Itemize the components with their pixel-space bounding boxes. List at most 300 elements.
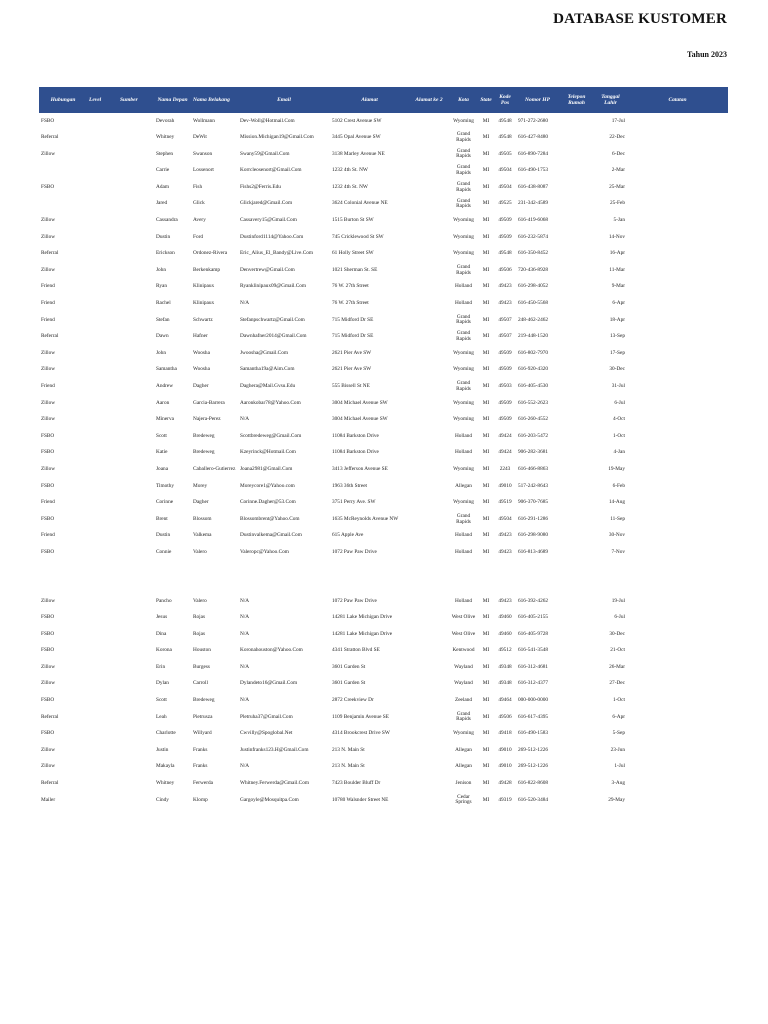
cell-nomor-hp: 906-370-7685 xyxy=(518,499,549,506)
cell-telepon-rumah xyxy=(559,229,594,246)
cell-tanggal-lahir: 1-Oct xyxy=(612,432,625,439)
cell-alamat-2 xyxy=(409,528,449,545)
cell-catatan xyxy=(627,759,728,776)
cell-tanggal-lahir: 11-Sep xyxy=(610,515,625,522)
cell-nama-belakang: Wollmann xyxy=(193,117,215,124)
cell-hubungan: FSBO xyxy=(41,117,55,124)
cell-nama-depan: Dina xyxy=(156,630,167,637)
cell-hubungan: Zillow xyxy=(41,763,56,770)
cell-tanggal-lahir: 30-Dec xyxy=(609,366,625,373)
cell-hubungan: Friend xyxy=(41,532,55,539)
cell-nama-depan: Devorah xyxy=(156,117,175,124)
cell-state: MI xyxy=(482,515,490,522)
cell-email: Whitney.Ferwerda@Gmail.Com xyxy=(240,780,309,787)
cell-nama-belakang: Najera-Perez xyxy=(193,416,221,423)
col-header-state: State xyxy=(478,87,494,113)
cell-kota: Wyoming xyxy=(453,366,474,373)
cell-level xyxy=(87,312,118,329)
cell-telepon-rumah xyxy=(559,146,594,163)
cell-nama-belakang: Burgess xyxy=(193,663,210,670)
table-row xyxy=(39,362,728,379)
cell-nomor-hp: 616-203-5472 xyxy=(518,432,549,439)
cell-alamat: 1635 McReynolds Avenue NW xyxy=(332,515,399,522)
cell-state: MI xyxy=(482,663,490,670)
cell-level xyxy=(87,593,118,610)
cell-kode-pos: 49423 xyxy=(498,532,512,539)
cell-hubungan: Zillow xyxy=(41,217,56,224)
cell-state: MI xyxy=(482,647,490,654)
cell-catatan xyxy=(627,379,728,396)
col-header-alamat: Alamat xyxy=(330,87,409,113)
cell-alamat: 1232 4th St. NW xyxy=(332,167,368,174)
cell-kode-pos: 49423 xyxy=(498,300,512,307)
table-row xyxy=(39,179,728,196)
table-row xyxy=(39,478,728,495)
table-row xyxy=(39,246,728,263)
cell-nama-belakang: Glick xyxy=(193,200,205,207)
cell-kota: Allegan xyxy=(455,746,472,753)
cell-kode-pos: 49509 xyxy=(498,399,512,406)
cell-kode-pos: 49506 xyxy=(498,713,512,720)
cell-kota: Jenison xyxy=(455,780,472,787)
cell-alamat-2 xyxy=(409,610,449,627)
cell-sumber xyxy=(118,113,154,130)
cell-tanggal-lahir: 25-Feb xyxy=(609,200,625,207)
table-row xyxy=(39,213,728,230)
cell-nomor-hp: 616-298-9080 xyxy=(518,532,549,539)
cell-hubungan: Referral xyxy=(41,134,59,141)
cell-telepon-rumah xyxy=(559,246,594,263)
cell-alamat: 76 W. 27th Street xyxy=(332,283,369,290)
cell-catatan xyxy=(627,776,728,793)
cell-email: Kzeyrinck@Hotmail.Com xyxy=(240,449,296,456)
cell-kode-pos: 49424 xyxy=(498,449,512,456)
cell-level xyxy=(87,229,118,246)
cell-nomor-hp: 616-312-4681 xyxy=(518,663,549,670)
cell-catatan xyxy=(627,345,728,362)
cell-nomor-hp: 616-490-1753 xyxy=(518,167,549,174)
cell-sumber xyxy=(118,478,154,495)
cell-nomor-hp: 517-242-8643 xyxy=(518,482,549,489)
customer-table-page-2 xyxy=(39,593,728,809)
cell-email: Valeropc@Yahoo.Com xyxy=(240,548,289,555)
cell-alamat-2 xyxy=(409,461,449,478)
cell-email: N/A xyxy=(240,663,250,670)
cell-email: N/A xyxy=(240,614,250,621)
cell-nama-belakang: Blossom xyxy=(193,515,212,522)
cell-hubungan: FSBO xyxy=(41,647,55,654)
cell-kode-pos: 49548 xyxy=(498,250,512,257)
cell-catatan xyxy=(627,495,728,512)
cell-alamat: 4314 Brookcrest Drive SW xyxy=(332,730,390,737)
cell-kode-pos: 49548 xyxy=(498,134,512,141)
cell-telepon-rumah xyxy=(559,528,594,545)
cell-kode-pos: 49010 xyxy=(498,763,512,770)
cell-tanggal-lahir: 6-Dec xyxy=(612,150,625,157)
cell-nama-belakang: Houston xyxy=(193,647,211,654)
cell-hubungan: Friend xyxy=(41,316,55,323)
cell-hubungan: Zillow xyxy=(41,416,56,423)
cell-telepon-rumah xyxy=(559,445,594,462)
cell-nama-belakang: Ford xyxy=(193,233,204,240)
cell-alamat-2 xyxy=(409,163,449,180)
cell-alamat-2 xyxy=(409,312,449,329)
cell-hubungan: FSBO xyxy=(41,482,55,489)
cell-nama-depan: Joana xyxy=(156,465,169,472)
cell-sumber xyxy=(118,229,154,246)
cell-kode-pos: 49509 xyxy=(498,349,512,356)
cell-nama-depan: Ryan xyxy=(156,283,167,290)
cell-state: MI xyxy=(482,449,490,456)
cell-nama-belakang: Klomp xyxy=(193,796,208,803)
cell-email: Korrcleosenort@Gmail.Com xyxy=(240,167,302,174)
cell-kota: Wyoming xyxy=(453,499,474,506)
cell-nama-belakang: Morey xyxy=(193,482,208,489)
cell-state: MI xyxy=(482,482,490,489)
table-row xyxy=(39,130,728,147)
cell-nama-depan: Andrew xyxy=(156,383,174,389)
cell-kota: West Olive xyxy=(451,614,476,621)
cell-kode-pos: 2243 xyxy=(499,465,511,472)
cell-email: Joana2981@Gmail.Com xyxy=(240,465,293,472)
cell-state: MI xyxy=(482,548,490,555)
cell-email: Dawnhafner2014@Gmail.Com xyxy=(240,333,307,340)
cell-state: MI xyxy=(482,763,490,770)
cell-kode-pos: 49507 xyxy=(498,316,512,323)
cell-level xyxy=(87,626,118,643)
cell-kota: West Olive xyxy=(451,630,476,637)
cell-sumber xyxy=(118,643,154,660)
cell-kode-pos: 49504 xyxy=(498,167,512,174)
cell-alamat-2 xyxy=(409,643,449,660)
cell-telepon-rumah xyxy=(559,792,594,809)
cell-state: MI xyxy=(482,432,490,439)
cell-catatan xyxy=(627,593,728,610)
cell-alamat: 2621 Pier Ave SW xyxy=(332,349,372,356)
cell-nomor-hp: 616-298-4052 xyxy=(518,283,549,290)
cell-sumber xyxy=(118,379,154,396)
cell-hubungan: Friend xyxy=(41,300,55,307)
col-header-kota: Kota xyxy=(449,87,478,113)
cell-level xyxy=(87,130,118,147)
cell-alamat: 11084 Barkston Drive xyxy=(332,432,379,439)
cell-telepon-rumah xyxy=(559,643,594,660)
cell-kode-pos: 49319 xyxy=(498,796,512,803)
cell-alamat: 3601 Garden St xyxy=(332,663,366,670)
table-row xyxy=(39,196,728,213)
cell-nama-belakang: Woosha xyxy=(193,366,210,373)
cell-tanggal-lahir: 22-Dec xyxy=(609,134,625,141)
cell-nama-belakang: Rojas xyxy=(193,614,206,621)
cell-tanggal-lahir: 19-May xyxy=(608,465,625,472)
cell-nama-depan: Minerva xyxy=(156,416,174,423)
cell-telepon-rumah xyxy=(559,213,594,230)
cell-tanggal-lahir: 4-Oct xyxy=(612,416,625,423)
cell-nomor-hp: 231-342-4589 xyxy=(518,200,549,207)
cell-telepon-rumah xyxy=(559,693,594,710)
cell-alamat-2 xyxy=(409,395,449,412)
cell-email: Mission.Michigan19@Gmail.Com xyxy=(240,134,314,141)
cell-level xyxy=(87,329,118,346)
cell-kota: Cedar Springs xyxy=(455,793,472,806)
cell-alamat-2 xyxy=(409,196,449,213)
cell-alamat: 3138 Marley Avenue NE xyxy=(332,150,385,157)
cell-email: Moreycore1@Yahoo.com xyxy=(240,482,295,489)
cell-nama-belakang: Bredeweg xyxy=(193,449,215,456)
cell-level xyxy=(87,412,118,429)
cell-alamat-2 xyxy=(409,776,449,793)
table-row xyxy=(39,412,728,429)
cell-level xyxy=(87,511,118,528)
cell-nama-depan: Scott xyxy=(156,697,167,704)
cell-tanggal-lahir: 11-Mar xyxy=(609,266,625,273)
cell-alamat-2 xyxy=(409,742,449,759)
cell-telepon-rumah xyxy=(559,379,594,396)
cell-alamat-2 xyxy=(409,296,449,313)
cell-catatan xyxy=(627,262,728,279)
cell-tanggal-lahir: 14-Aug xyxy=(608,499,625,506)
cell-level xyxy=(87,279,118,296)
cell-email: N/A xyxy=(240,697,250,704)
cell-tanggal-lahir: 30-Dec xyxy=(609,630,625,637)
cell-email: Gargoyle@Mosquitpa.Com xyxy=(240,796,299,803)
cell-state: MI xyxy=(482,465,490,472)
col-header-nama-belakang: Nama Belakang xyxy=(191,87,238,113)
table-row xyxy=(39,279,728,296)
cell-hubungan: FSBO xyxy=(41,548,55,555)
cell-nama-belakang: Berkenkamp xyxy=(193,266,221,273)
cell-alamat-2 xyxy=(409,146,449,163)
cell-state: MI xyxy=(482,416,490,423)
cell-nama-depan: Whitney xyxy=(156,780,175,787)
cell-hubungan: FSBO xyxy=(41,630,55,637)
cell-nomor-hp: 616-541-3548 xyxy=(518,647,549,654)
cell-telepon-rumah xyxy=(559,345,594,362)
cell-state: MI xyxy=(482,630,490,637)
cell-level xyxy=(87,163,118,180)
cell-state: MI xyxy=(482,167,490,174)
cell-catatan xyxy=(627,726,728,743)
cell-alamat: 3004 Michael Avenue SW xyxy=(332,399,388,406)
cell-tanggal-lahir: 5-Jan xyxy=(613,217,625,224)
cell-nama-depan: Leah xyxy=(156,713,167,720)
cell-catatan xyxy=(627,693,728,710)
cell-sumber xyxy=(118,345,154,362)
cell-catatan xyxy=(627,659,728,676)
cell-nama-depan: Korona xyxy=(156,647,172,654)
cell-tanggal-lahir: 13-Sep xyxy=(609,333,625,340)
table-row xyxy=(39,726,728,743)
cell-email: Corinne.Dagher@53.Com xyxy=(240,499,296,506)
cell-tanggal-lahir: 2-Mar xyxy=(611,167,625,174)
cell-nama-belakang: Schwartz xyxy=(193,316,213,323)
cell-nama-belakang: Caballero-Gutierrez xyxy=(193,465,236,472)
cell-email: Dev-Woll@Hotmail.Com xyxy=(240,117,295,124)
cell-alamat-2 xyxy=(409,213,449,230)
cell-nama-belakang: Willyard xyxy=(193,730,212,737)
cell-hubungan: FSBO xyxy=(41,730,55,737)
cell-nama-belakang: Hafner xyxy=(193,333,208,340)
cell-sumber xyxy=(118,412,154,429)
cell-kota: Wyoming xyxy=(453,730,474,737)
cell-kode-pos: 49428 xyxy=(498,780,512,787)
cell-nomor-hp: 616-232-5874 xyxy=(518,233,549,240)
cell-email: Blossombrent@Yahoo.Com xyxy=(240,515,300,522)
cell-level xyxy=(87,461,118,478)
cell-state: MI xyxy=(482,383,490,389)
cell-kota: Grand Rapids xyxy=(456,147,471,160)
cell-tanggal-lahir: 14-Nov xyxy=(608,233,625,240)
cell-level xyxy=(87,478,118,495)
cell-sumber xyxy=(118,262,154,279)
cell-tanggal-lahir: 6-Apr xyxy=(612,300,625,307)
cell-telepon-rumah xyxy=(559,544,594,561)
table-row xyxy=(39,262,728,279)
cell-catatan xyxy=(627,626,728,643)
cell-tanggal-lahir: 30-Nov xyxy=(608,532,625,539)
cell-nomor-hp: 616-312-4377 xyxy=(518,680,549,687)
cell-nomor-hp: 616-427-8480 xyxy=(518,134,549,141)
cell-level xyxy=(87,742,118,759)
cell-email: Samantha19a@Aim.Com xyxy=(240,366,295,373)
cell-kode-pos: 49506 xyxy=(498,266,512,273)
cell-catatan xyxy=(627,792,728,809)
cell-alamat: 3413 Jefferson Avenue SE xyxy=(332,465,388,472)
cell-sumber xyxy=(118,659,154,676)
cell-email: Swany59@Gmail.Com xyxy=(240,150,290,157)
cell-hubungan: Zillow xyxy=(41,746,56,753)
cell-tanggal-lahir: 1-Oct xyxy=(612,697,625,704)
cell-alamat: 1072 Paw Paw Drive xyxy=(332,597,377,604)
table-row xyxy=(39,610,728,627)
cell-state: MI xyxy=(482,333,490,340)
cell-nomor-hp: 248-462-2462 xyxy=(518,316,549,323)
cell-nomor-hp: 269-512-1226 xyxy=(518,746,549,753)
cell-nama-depan: Samantha xyxy=(156,366,177,373)
cell-state: MI xyxy=(482,200,490,207)
cell-nomor-hp: 971-272-2680 xyxy=(518,117,549,124)
document-title: DATABASE KUSTOMER xyxy=(553,11,727,27)
col-header-telepon-rumah: Telepon Rumah xyxy=(559,87,594,113)
col-header-nomor-hp: Nomor HP xyxy=(516,87,559,113)
cell-kode-pos: 49509 xyxy=(498,416,512,423)
cell-hubungan: Referral xyxy=(41,780,59,787)
cell-kota: Wyoming xyxy=(453,250,474,257)
cell-level xyxy=(87,179,118,196)
cell-level xyxy=(87,792,118,809)
cell-telepon-rumah xyxy=(559,262,594,279)
cell-kota: Grand Rapids xyxy=(456,710,471,723)
cell-email: N/A xyxy=(240,597,250,604)
cell-sumber xyxy=(118,693,154,710)
cell-nama-depan: Makayla xyxy=(156,763,175,770)
cell-nama-belakang: Pietrusza xyxy=(193,713,213,720)
cell-hubungan: Mailer xyxy=(41,796,56,803)
cell-catatan xyxy=(627,742,728,759)
table-body-page-1 xyxy=(39,113,728,561)
cell-nama-depan: Erin xyxy=(156,663,166,670)
cell-level xyxy=(87,296,118,313)
cell-sumber xyxy=(118,528,154,545)
cell-alamat: 213 N. Main St xyxy=(332,763,365,770)
cell-catatan xyxy=(627,428,728,445)
cell-alamat-2 xyxy=(409,329,449,346)
cell-tanggal-lahir: 4-Jan xyxy=(613,449,625,456)
cell-sumber xyxy=(118,626,154,643)
table-row xyxy=(39,428,728,445)
cell-sumber xyxy=(118,759,154,776)
cell-catatan xyxy=(627,130,728,147)
cell-kota: Wyoming xyxy=(453,416,474,423)
cell-nama-depan: Jared xyxy=(156,200,168,207)
cell-telepon-rumah xyxy=(559,742,594,759)
cell-alamat-2 xyxy=(409,593,449,610)
cell-kota: Grand Rapids xyxy=(456,164,471,177)
cell-nama-depan: Dawn xyxy=(156,333,169,340)
cell-nomor-hp: 616-405-9728 xyxy=(518,630,549,637)
cell-telepon-rumah xyxy=(559,428,594,445)
cell-level xyxy=(87,693,118,710)
cell-tanggal-lahir: 29-May xyxy=(608,796,625,803)
table-row xyxy=(39,709,728,726)
cell-alamat: 10780 Walsnder Street NE xyxy=(332,796,389,803)
cell-state: MI xyxy=(482,134,490,141)
cell-nama-belakang: Ferwerda xyxy=(193,780,214,787)
cell-alamat: 615 Apple Ave xyxy=(332,532,364,539)
cell-kota: Zeeland xyxy=(454,697,473,704)
cell-kode-pos: 49348 xyxy=(498,663,512,670)
cell-hubungan xyxy=(39,163,87,180)
cell-tanggal-lahir: 25-Mar xyxy=(609,183,625,190)
table-row xyxy=(39,445,728,462)
cell-alamat: 3445 Opal Avenue SW xyxy=(332,134,381,141)
cell-alamat-2 xyxy=(409,428,449,445)
cell-nama-depan: Cindy xyxy=(156,796,169,803)
cell-tanggal-lahir: 6-Apr xyxy=(612,713,625,720)
customer-table-page-1 xyxy=(39,87,728,561)
table-row xyxy=(39,345,728,362)
cell-nama-depan: Rachel xyxy=(156,300,171,307)
cell-kode-pos: 49010 xyxy=(498,746,512,753)
cell-sumber xyxy=(118,511,154,528)
cell-catatan xyxy=(627,544,728,561)
cell-nama-belakang: Franks xyxy=(193,746,208,753)
cell-email: Ryanklinipaux09@Gmail.Com xyxy=(240,283,307,290)
col-header-alamat-2: Alamat ke 2 xyxy=(409,87,449,113)
cell-sumber xyxy=(118,312,154,329)
cell-kode-pos: 49460 xyxy=(498,614,512,621)
cell-tanggal-lahir: 6-Jul xyxy=(614,614,625,621)
cell-alamat-2 xyxy=(409,246,449,263)
cell-nomor-hp: 616-392-4262 xyxy=(518,597,549,604)
cell-nama-depan: Timothy xyxy=(156,482,175,489)
cell-nama-depan: Carrie xyxy=(156,167,170,174)
cell-nama-belakang: Klinipaux xyxy=(193,283,215,290)
cell-nomor-hp: 616-405-4530 xyxy=(518,383,549,389)
cell-telepon-rumah xyxy=(559,478,594,495)
cell-kota: Wyoming xyxy=(453,217,474,224)
cell-alamat: 7423 Boulder Bluff Dr xyxy=(332,780,381,787)
cell-email: Pletruha37@Gmail.Com xyxy=(240,713,293,720)
cell-alamat-2 xyxy=(409,445,449,462)
cell-catatan xyxy=(627,296,728,313)
cell-catatan xyxy=(627,246,728,263)
cell-nomor-hp: 616-813-4689 xyxy=(518,548,549,555)
col-header-hubungan: Hubungan xyxy=(39,87,87,113)
cell-kode-pos: 49525 xyxy=(498,200,512,207)
cell-nama-belakang: Bredeweg xyxy=(193,697,215,704)
cell-kode-pos: 49423 xyxy=(498,597,512,604)
